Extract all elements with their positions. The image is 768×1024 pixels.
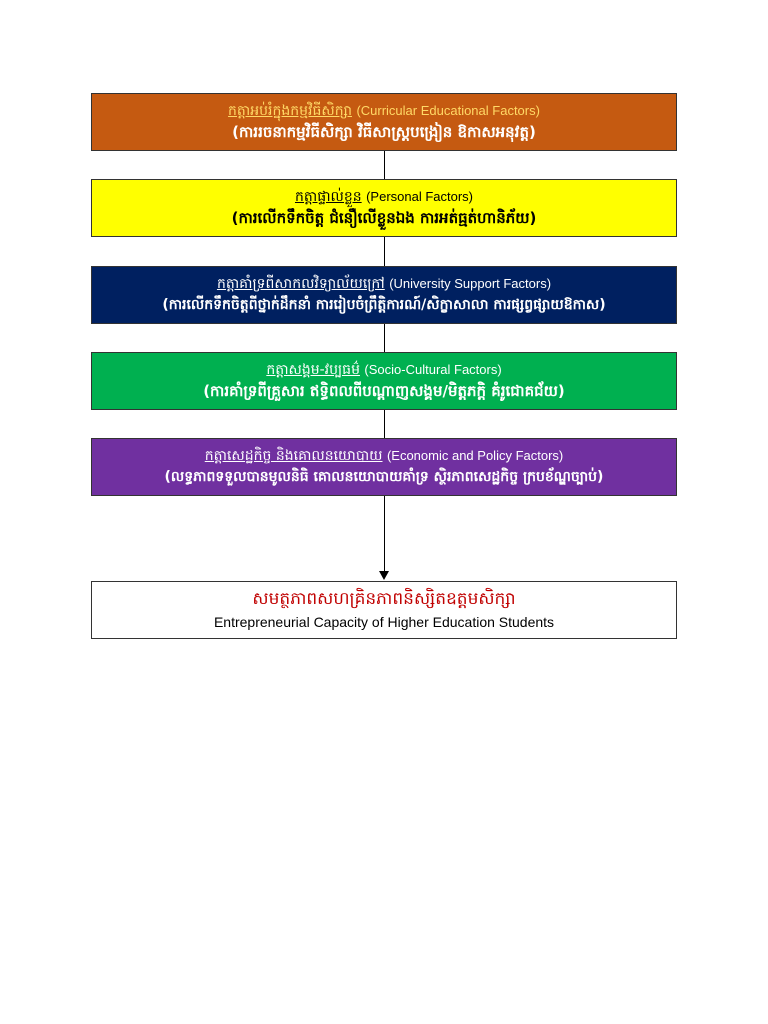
outcome-title-english: Entrepreneurial Capacity of Higher Education Students	[213, 614, 555, 630]
arrowhead-down	[379, 571, 389, 580]
factor-details: (ការគាំទ្រពីគ្រួសារ ឥទ្ធិពលពីបណ្តាញសង្គម/មិត្តភក្តិ គំរូជោគជ័យ)	[203, 382, 565, 400]
connector-line-3	[384, 324, 385, 352]
factor-title-english: (Curricular Educational Factors)	[356, 103, 540, 118]
factor-title-khmer: កត្តាសង្គម-វប្បធម៌	[266, 362, 360, 378]
factor-title-khmer: កត្តាអប់រំក្នុងកម្មវិធីសិក្សា	[228, 103, 352, 119]
factor-details: (ការរចនាកម្មវិធីសិក្សា វិធីសាស្ត្របង្រៀន ឱកាសអនុវត្ត)	[232, 123, 536, 141]
factor-title	[228, 101, 540, 121]
connector-line-4	[384, 410, 385, 438]
factor-title-english: (Personal Factors)	[366, 189, 474, 204]
factor-box-curricular	[91, 93, 677, 151]
connector-line-5	[384, 496, 385, 572]
factor-title-english: (University Support Factors)	[389, 276, 552, 291]
factor-title	[217, 274, 551, 294]
factor-box-personal	[91, 179, 677, 237]
connector-line-2	[384, 237, 385, 266]
connector-line-1	[384, 151, 385, 179]
factor-details: (ការលើកទឹកចិត្តពីថ្នាក់ដឹកនាំ ការរៀបចំព្រឹត្តិការណ៍/សិក្ខាសាលា ការផ្សព្វផ្សាយឱកាស)	[162, 297, 606, 313]
factor-title	[266, 360, 501, 380]
factor-title-khmer: កត្តាសេដ្ឋកិច្ច និងគោលនយោបាយ	[204, 448, 383, 464]
factor-box-university-support	[91, 266, 677, 324]
factor-title	[295, 187, 473, 207]
factor-title-english: (Socio-Cultural Factors)	[364, 362, 502, 377]
factor-box-economic-policy	[91, 438, 677, 496]
outcome-box	[91, 581, 677, 639]
factor-details: (លទ្ធភាពទទួលបានមូលនិធិ គោលនយោបាយគាំទ្រ ស្ថិរភាពសេដ្ឋកិច្ច ក្របខ័ណ្ឌច្បាប់)	[164, 469, 604, 485]
factor-title-khmer: កត្តាគាំទ្រពីសាកលវិទ្យាល័យក្រៅ	[216, 276, 385, 292]
factor-box-socio-cultural	[91, 352, 677, 410]
factor-title-english: (Economic and Policy Factors)	[386, 448, 564, 463]
outcome-title-khmer: សមត្ថភាពសហគ្រិនភាពនិស្សិតឧត្តមសិក្សា	[252, 589, 516, 609]
factor-details: (ការលើកទឹកចិត្ត ជំនឿលើខ្លួនឯង ការអត់ធ្មត់ហានិភ័យ)	[231, 209, 537, 227]
factor-title-khmer: កត្តាផ្ទាល់ខ្លួន	[294, 189, 362, 205]
factor-title	[205, 446, 563, 466]
